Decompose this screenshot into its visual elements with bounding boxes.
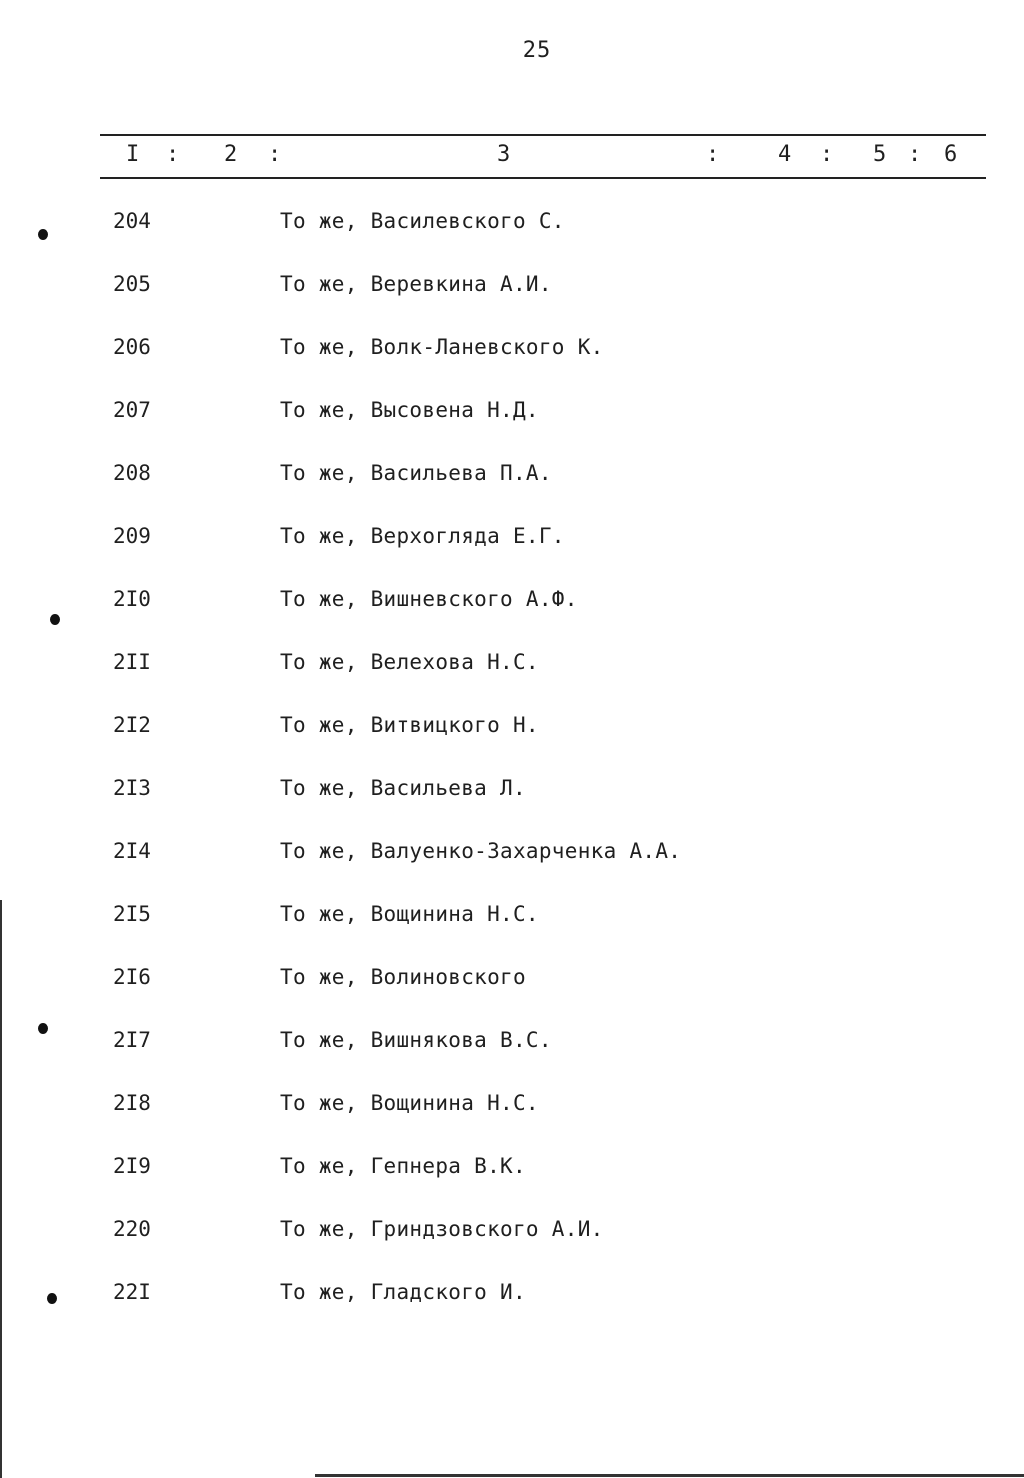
row-description: То же, Верхогляда Е.Г. [280, 524, 565, 548]
punch-hole-mark [38, 1023, 48, 1034]
punch-hole-mark [50, 614, 60, 625]
table-row [0, 965, 1024, 1005]
row-number: 2I5 [113, 902, 151, 926]
table-row [0, 1280, 1024, 1320]
header-separator: : [268, 142, 282, 167]
table-row [0, 587, 1024, 627]
row-description: То же, Высовена Н.Д. [280, 398, 539, 422]
row-number: 2I9 [113, 1154, 151, 1178]
table-row [0, 524, 1024, 564]
header-col-6: 6 [944, 142, 958, 167]
row-number: 206 [113, 335, 151, 359]
row-description: То же, Гладского И. [280, 1280, 526, 1304]
table-row [0, 776, 1024, 816]
table-row [0, 398, 1024, 438]
header-separator: : [706, 142, 720, 167]
table-row [0, 650, 1024, 690]
row-description: То же, Волиновского [280, 965, 526, 989]
row-number: 204 [113, 209, 151, 233]
header-col-2: 2 [224, 142, 238, 167]
row-number: 2I0 [113, 587, 151, 611]
row-number: 2II [113, 650, 151, 674]
row-number: 208 [113, 461, 151, 485]
table-row [0, 461, 1024, 501]
row-number: 2I6 [113, 965, 151, 989]
table-header-top-rule [100, 134, 986, 136]
row-description: То же, Гриндзовского А.И. [280, 1217, 604, 1241]
punch-hole-mark [38, 229, 48, 240]
row-number: 205 [113, 272, 151, 296]
table-row [0, 335, 1024, 375]
table-row [0, 1091, 1024, 1131]
table-row [0, 902, 1024, 942]
row-description: То же, Гепнера В.К. [280, 1154, 526, 1178]
row-description: То же, Валуенко-Захарченка А.А. [280, 839, 682, 863]
row-description: То же, Вишнякова В.С. [280, 1028, 552, 1052]
header-separator: : [908, 142, 922, 167]
row-number: 209 [113, 524, 151, 548]
row-description: То же, Васильева Л. [280, 776, 526, 800]
table-row [0, 713, 1024, 753]
row-description: То же, Вишневского А.Ф. [280, 587, 578, 611]
row-number: 2I4 [113, 839, 151, 863]
punch-hole-mark [47, 1293, 57, 1304]
row-description: То же, Веревкина А.И. [280, 272, 552, 296]
table-row [0, 1217, 1024, 1257]
row-description: То же, Волк-Ланевского К. [280, 335, 604, 359]
table-row [0, 1028, 1024, 1068]
row-number: 22I [113, 1280, 151, 1304]
header-col-5: 5 [873, 142, 887, 167]
table-row [0, 272, 1024, 312]
row-number: 2I7 [113, 1028, 151, 1052]
row-description: То же, Васильева П.А. [280, 461, 552, 485]
page-number: 25 [522, 38, 552, 63]
scan-edge-left [0, 900, 2, 1478]
row-description: То же, Велехова Н.С. [280, 650, 539, 674]
header-separator: : [820, 142, 834, 167]
header-col-3: 3 [497, 142, 511, 167]
row-description: То же, Вощинина Н.С. [280, 1091, 539, 1115]
table-header [0, 142, 1024, 172]
table-header-bottom-rule [100, 177, 986, 179]
table-row [0, 1154, 1024, 1194]
row-description: То же, Витвицкого Н. [280, 713, 539, 737]
header-col-4: 4 [778, 142, 792, 167]
header-separator: : [166, 142, 180, 167]
row-description: То же, Вощинина Н.С. [280, 902, 539, 926]
row-number: 2I8 [113, 1091, 151, 1115]
row-number: 2I2 [113, 713, 151, 737]
table-row [0, 209, 1024, 249]
header-col-1: I [126, 142, 140, 167]
scan-edge-bottom [315, 1474, 1024, 1477]
row-number: 220 [113, 1217, 151, 1241]
row-number: 2I3 [113, 776, 151, 800]
row-description: То же, Василевского С. [280, 209, 565, 233]
row-number: 207 [113, 398, 151, 422]
table-row [0, 839, 1024, 879]
